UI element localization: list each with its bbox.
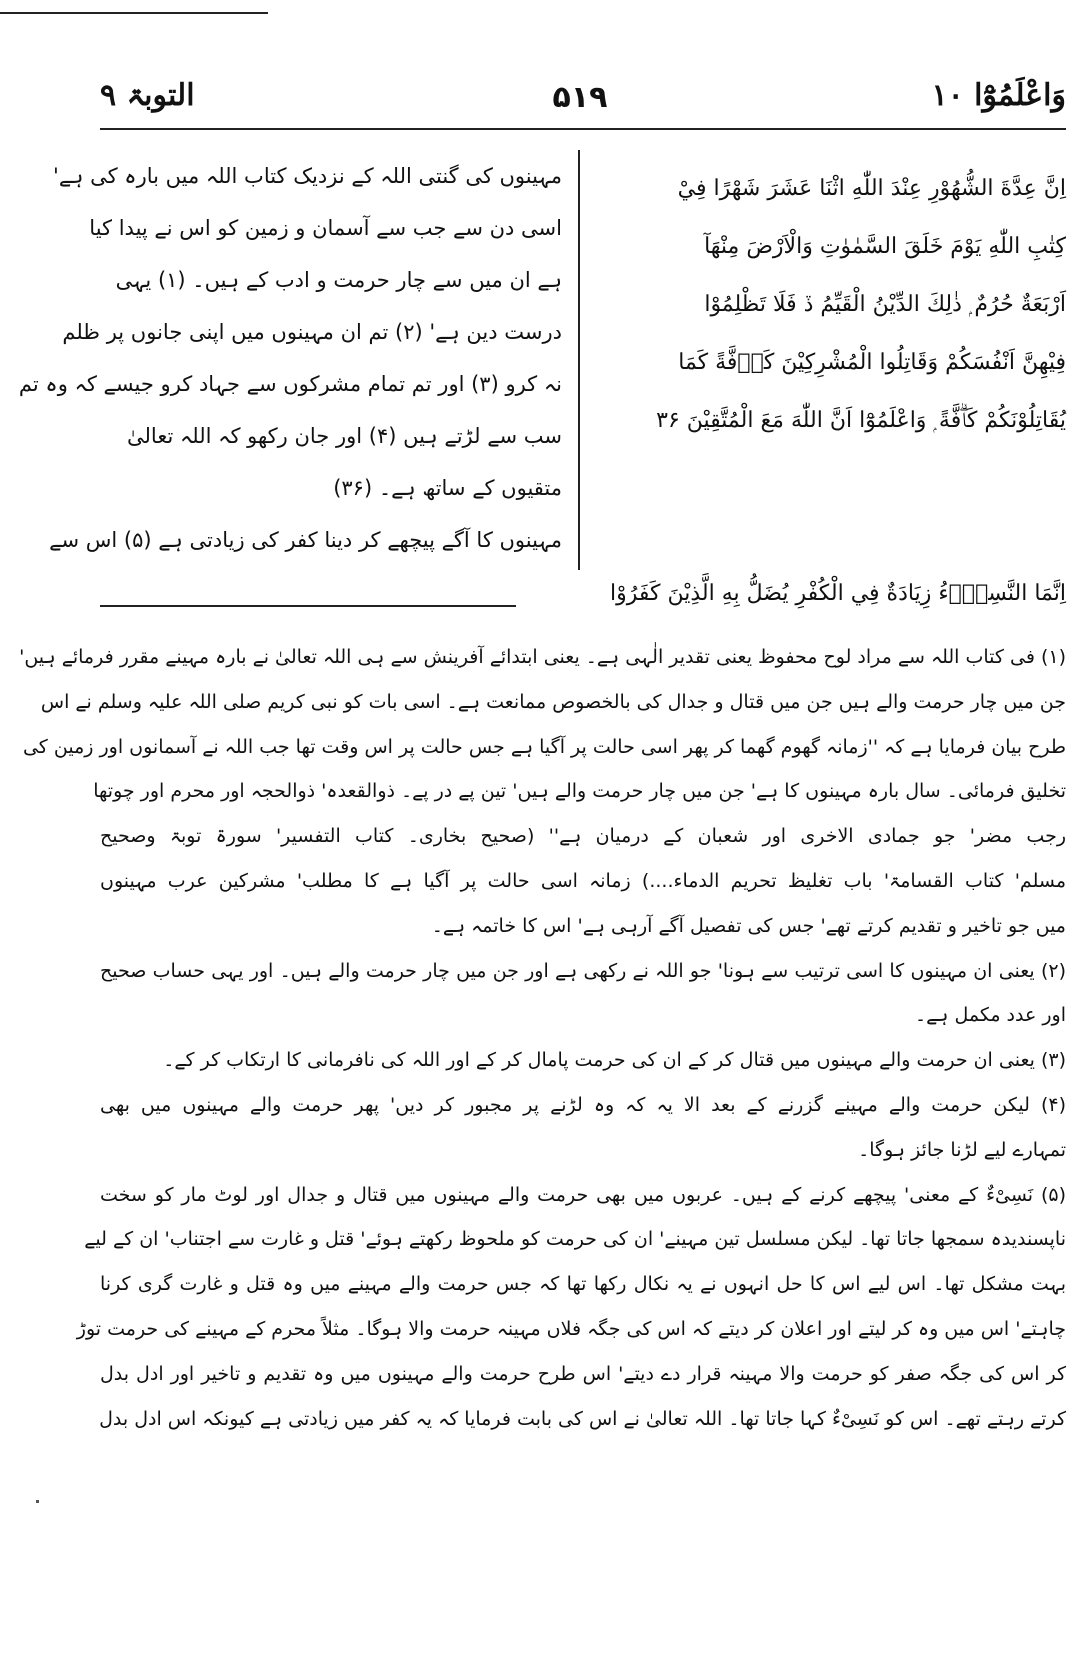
footnote-line: بہت مشکل تھا۔ اس لیے اس کا حل انہوں نے یہ نکال رکھا تھا کہ جس حرمت والے مہینے میں وہ قتل و غارت گری کرنا xyxy=(100,1273,1066,1296)
arabic-line: يُقَاتِلُوْنَكُمْ كَاۗفَّةً ۭ وَاعْلَمُوْٓا اَنَّ اللّٰهَ مَعَ الْمُتَّقِيْنَ ۳۶ xyxy=(656,408,1066,433)
footnote-line: کر اس کی جگہ صفر کو حرمت والا مہینہ قرار دے دیتے' اس طرح حرمت والے مہینوں میں وہ تقدیم و تاخیر اور ادل بدل xyxy=(100,1362,1066,1385)
page-header xyxy=(100,70,1066,130)
footnote-line: (۵) نَسِیْءٌ کے معنی' پیچھے کرنے کے ہیں۔ عربوں میں بھی حرمت والے مہینوں میں قتال و جدال اور لوٹ مار کو سخت xyxy=(100,1183,1066,1206)
arabic-line: اِنَّ عِدَّةَ الشُّهُوْرِ عِنْدَ اللّٰهِ اثْنَا عَشَرَ شَهْرًا فِيْ xyxy=(677,176,1066,201)
header-rule xyxy=(100,128,1066,130)
arabic-line: اِنَّمَا النَّسِيْۗءُ زِيَادَةٌ فِي الْكُفْرِ يُضَلُّ بِهِ الَّذِيْنَ كَفَرُوْا xyxy=(610,581,1066,606)
arabic-text-column xyxy=(592,160,1066,623)
urdu-translation-column xyxy=(18,150,562,566)
urdu-line: ہے ان میں سے چار حرمت و ادب کے ہیں۔ (۱) یہی xyxy=(115,268,562,292)
para-name: وَاعْلَمُوْٓا ۱۰ xyxy=(931,78,1066,113)
urdu-line: درست دین ہے' (۲) تم ان مہینوں میں اپنی جانوں پر ظلم xyxy=(62,320,562,344)
arabic-line: كِتٰبِ اللّٰهِ يَوْمَ خَلَقَ السَّمٰوٰتِ وَالْاَرْضَ مِنْهَآ xyxy=(704,234,1066,259)
footnote-line: مسلم' کتاب القسامۃ' باب تغلیظ تحریم الدماء....) زمانہ اسی حالت پر آگیا ہے کا مطلب' مشرکین عرب مہینوں xyxy=(100,869,1066,892)
arabic-line: اَرْبَعَةٌ حُرُمٌ ۭ ذٰلِكَ الدِّيْنُ الْقَيِّمُ ڏ فَلَا تَظْلِمُوْا xyxy=(704,292,1066,317)
urdu-line: متقیوں کے ساتھ ہے۔ (۳۶) xyxy=(333,476,562,500)
footnote-line: (۱) فی کتاب اللہ سے مراد لوح محفوظ یعنی تقدیر الٰہی ہے۔ یعنی ابتدائے آفرینش سے ہی اللہ تعالیٰ نے بارہ مہینے مقرر فرمائے ہیں' xyxy=(19,646,1066,668)
footnote-line: میں جو تاخیر و تقدیم کرتے تھے' جس کی تفصیل آگے آرہی ہے' اس کا خاتمہ ہے۔ xyxy=(431,914,1066,937)
footnote-line: ناپسندیدہ سمجھا جاتا تھا۔ لیکن مسلسل تین مہینے' ان کی حرمت کو ملحوظ رکھتے ہوئے' قتل و غارت سے اجتناب' ان کے لیے xyxy=(84,1228,1066,1251)
footnotes-section xyxy=(19,635,1066,1441)
footnote-rule xyxy=(100,605,516,607)
footnote-line: (۴) لیکن حرمت والے مہینے گزرنے کے بعد الا یہ کہ وہ لڑنے پر مجبور کر دیں' پھر حرمت والے مہینوں میں بھی xyxy=(100,1093,1066,1116)
footnote-line: (۳) یعنی ان حرمت والے مہینوں میں قتال کر کے ان کی حرمت پامال کر کے اور اللہ کی نافرمانی کا ارتکاب کر کے۔ xyxy=(163,1049,1066,1072)
urdu-line: نہ کرو (۳) اور تم تمام مشرکوں سے جہاد کرو جیسے کہ وہ تم xyxy=(18,372,562,396)
footnote-line: رجب مضر' جو جمادی الاخری اور شعبان کے درمیان ہے'' (صحیح بخاری۔ کتاب التفسیر' سورۃ توبۃ وصحیح xyxy=(100,825,1066,848)
footnote-line: تخلیق فرمائی۔ سال بارہ مہینوں کا ہے' جن میں چار حرمت والے ہیں' تین پے در پے۔ ذوالقعدہ' ذوالحجہ اور محرم اور چوتھا xyxy=(93,780,1066,803)
urdu-line: سب سے لڑتے ہیں (۴) اور جان رکھو کہ اللہ تعالیٰ xyxy=(127,424,562,448)
footnote-line: چاہتے' اس میں وہ کر لیتے اور اعلان کر دیتے کہ اس کی جگہ فلاں مہینہ حرمت والا ہوگا۔ مثلاً محرم کے مہینے کی حرمت توڑ xyxy=(76,1317,1066,1340)
column-divider xyxy=(578,150,580,570)
surah-name: التوبۃ ۹ xyxy=(100,78,195,113)
footnote-line: اور عدد مکمل ہے۔ xyxy=(915,1004,1066,1027)
footnote-line: طرح بیان فرمایا ہے کہ ''زمانہ گھوم گھما کر پھر اسی حالت پر آگیا ہے جس حالت پر اس وقت تھا جب اللہ نے آسمانوں اور زمین کی xyxy=(22,735,1066,758)
urdu-line: مہینوں کا آگے پیچھے کر دینا کفر کی زیادتی ہے (۵) اس سے xyxy=(49,528,562,552)
arabic-line: فِيْهِنَّ اَنْفُسَكُمْ وَقَاتِلُوا الْمُشْرِكِيْنَ كَاۗفَّةً كَمَا xyxy=(678,350,1066,375)
page-number: ۵۱۹ xyxy=(552,80,608,115)
footnote-line: کرتے رہتے تھے۔ اس کو نَسِیْءٌ کہا جاتا تھا۔ اللہ تعالیٰ نے اس کی بابت فرمایا کہ یہ کفر میں زیادتی ہے کیونکہ اس ادل بدل xyxy=(99,1407,1066,1430)
urdu-line: مہینوں کی گنتی اللہ کے نزدیک کتاب اللہ میں بارہ کی ہے' xyxy=(53,164,562,188)
footnote-line: تمہارے لیے لڑنا جائز ہوگا۔ xyxy=(858,1138,1066,1161)
urdu-line: اسی دن سے جب سے آسمان و زمین کو اس نے پیدا کیا xyxy=(89,216,562,240)
footnote-line: جن میں چار حرمت والے ہیں جن میں قتال و جدال کی بالخصوص ممانعت ہے۔ اسی بات کو نبی کریم صلی اللہ علیہ وسلم نے اس xyxy=(40,690,1066,713)
footnote-line: (۲) یعنی ان مہینوں کا اسی ترتیب سے ہونا' جو اللہ نے رکھی ہے اور جن میں چار حرمت والے ہیں۔ اور یہی حساب صحیح xyxy=(100,959,1066,982)
top-corner-rule xyxy=(0,12,268,14)
margin-speck xyxy=(36,1500,39,1503)
